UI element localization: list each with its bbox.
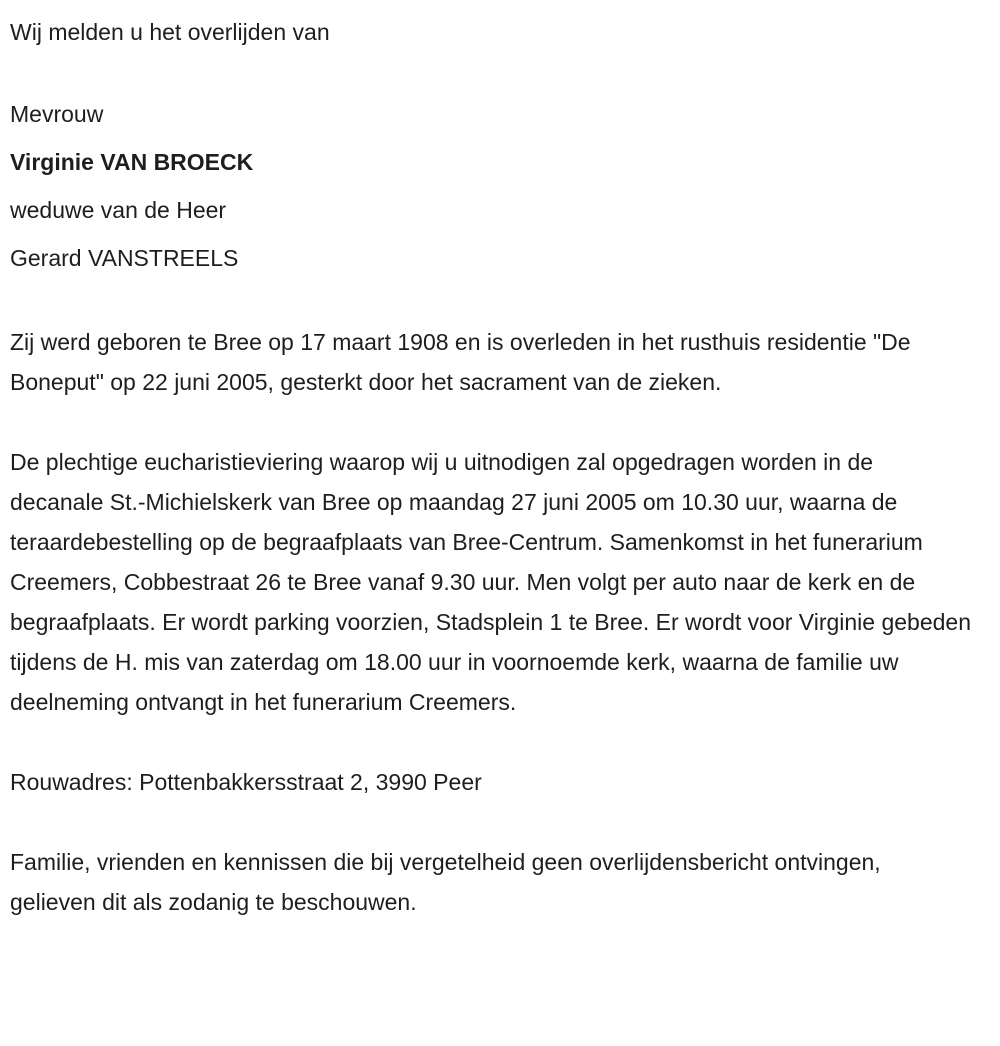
mourning-address: Rouwadres: Pottenbakkersstraat 2, 3990 Peer <box>10 769 482 795</box>
deceased-header-block <box>10 90 972 282</box>
relation-line: weduwe van de Heer <box>10 197 227 223</box>
birth-death-paragraph: Zij werd geboren te Bree op 17 maart 1908 en is overleden in het rusthuis residentie "De Boneput" op 22 juni 2005, gesterkt door het sacrament van de zieken. <box>10 329 917 395</box>
ceremony-paragraph: De plechtige eucharistieviering waarop wij u uitnodigen zal opgedragen worden in de decanale St.-Michielskerk van Bree op maandag 27 juni 2005 om 10.30 uur, waarna de teraardebestelling op de begraafplaats van Bree-Centrum. Samenkomst in het funerarium Creemers, Cobbestraat 26 te Bree vanaf 9.30 uur. Men volgt per auto naar de kerk en de begraafplaats. Er wordt parking voorzien, Stadsplein 1 te Bree. Er wordt voor Virginie gebeden tijdens de H. mis van zaterdag om 18.00 uur in voornoemde kerk, waarna de familie uw deelneming ontvangt in het funerarium Creemers. <box>10 449 978 715</box>
closing-paragraph: Familie, vrienden en kennissen die bij vergetelheid geen overlijdensbericht ontvingen, gelieven dit als zodanig te beschouwen. <box>10 849 888 915</box>
intro-line: Wij melden u het overlijden van <box>10 19 330 45</box>
spouse-name: Gerard VANSTREELS <box>10 245 239 271</box>
salutation: Mevrouw <box>10 101 104 127</box>
deceased-name: Virginie VAN BROECK <box>10 149 254 175</box>
